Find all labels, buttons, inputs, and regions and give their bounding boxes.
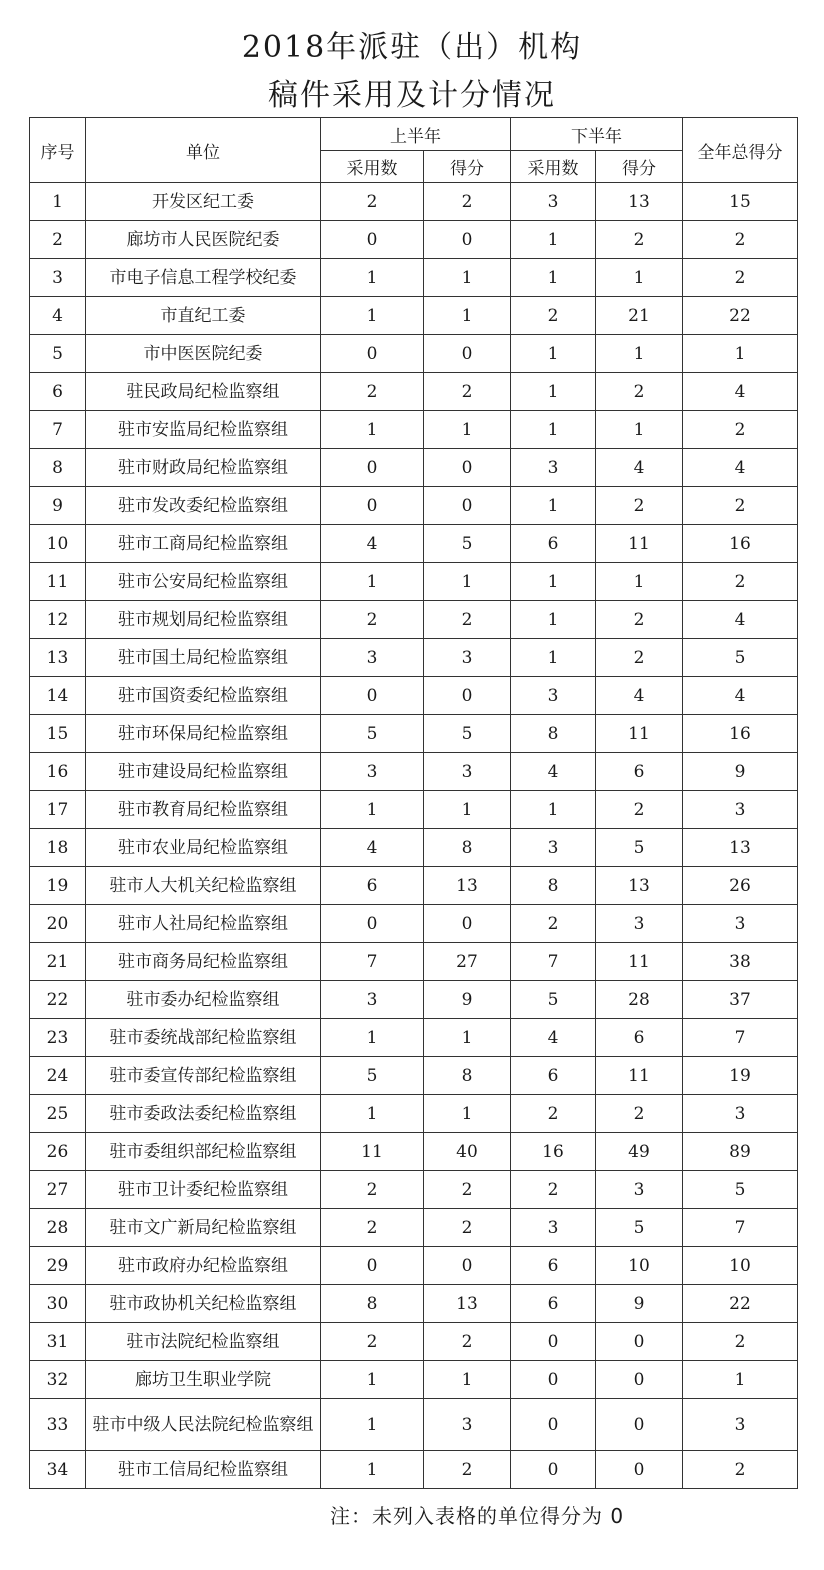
- cell-total: 10: [683, 1247, 798, 1285]
- cell-adopted-first: 8: [321, 1285, 424, 1323]
- cell-seq: 9: [30, 487, 86, 525]
- table-row: [30, 1247, 798, 1285]
- cell-total: 38: [683, 943, 798, 981]
- cell-total: 19: [683, 1057, 798, 1095]
- cell-adopted-first: 0: [321, 335, 424, 373]
- cell-adopted-first: 3: [321, 753, 424, 791]
- cell-score-first: 2: [424, 601, 511, 639]
- cell-total: 1: [683, 1361, 798, 1399]
- cell-total: 3: [683, 791, 798, 829]
- cell-seq: 13: [30, 639, 86, 677]
- cell-seq: 8: [30, 449, 86, 487]
- cell-unit: 驻市委组织部纪检监察组: [86, 1133, 321, 1171]
- cell-total: 4: [683, 373, 798, 411]
- cell-adopted-second: 6: [511, 1247, 596, 1285]
- footnote: 注：未列入表格的单位得分为 0: [330, 1504, 625, 1528]
- cell-score-second: 3: [596, 1171, 683, 1209]
- cell-total: 16: [683, 715, 798, 753]
- cell-adopted-second: 8: [511, 867, 596, 905]
- cell-score-first: 3: [424, 639, 511, 677]
- cell-adopted-first: 2: [321, 601, 424, 639]
- cell-unit: 驻市国土局纪检监察组: [86, 639, 321, 677]
- score-table: [29, 117, 798, 1489]
- cell-total: 2: [683, 221, 798, 259]
- cell-score-second: 11: [596, 525, 683, 563]
- header-seq: 序号: [30, 118, 86, 183]
- cell-total: 4: [683, 601, 798, 639]
- table-row: [30, 1133, 798, 1171]
- cell-total: 2: [683, 1451, 798, 1489]
- cell-adopted-second: 2: [511, 1095, 596, 1133]
- cell-unit: 驻市规划局纪检监察组: [86, 601, 321, 639]
- cell-adopted-first: 1: [321, 1019, 424, 1057]
- cell-adopted-first: 4: [321, 525, 424, 563]
- cell-score-first: 1: [424, 1095, 511, 1133]
- table-row: [30, 183, 798, 221]
- cell-seq: 31: [30, 1323, 86, 1361]
- cell-total: 2: [683, 487, 798, 525]
- cell-score-first: 2: [424, 373, 511, 411]
- page-subtitle: 稿件采用及计分情况: [268, 78, 556, 113]
- cell-score-first: 3: [424, 1399, 511, 1451]
- cell-adopted-first: 11: [321, 1133, 424, 1171]
- cell-adopted-first: 3: [321, 981, 424, 1019]
- cell-score-first: 0: [424, 449, 511, 487]
- cell-seq: 6: [30, 373, 86, 411]
- cell-adopted-second: 6: [511, 525, 596, 563]
- cell-unit: 驻市环保局纪检监察组: [86, 715, 321, 753]
- table-row: [30, 1285, 798, 1323]
- cell-score-first: 9: [424, 981, 511, 1019]
- table-row: [30, 449, 798, 487]
- cell-total: 22: [683, 1285, 798, 1323]
- cell-seq: 10: [30, 525, 86, 563]
- cell-score-second: 9: [596, 1285, 683, 1323]
- cell-adopted-second: 2: [511, 1171, 596, 1209]
- header-score-first: 得分: [424, 151, 511, 183]
- cell-seq: 28: [30, 1209, 86, 1247]
- cell-unit: 廊坊卫生职业学院: [86, 1361, 321, 1399]
- cell-score-second: 10: [596, 1247, 683, 1285]
- cell-adopted-first: 7: [321, 943, 424, 981]
- table-row: [30, 1095, 798, 1133]
- cell-score-second: 4: [596, 677, 683, 715]
- cell-score-first: 5: [424, 715, 511, 753]
- cell-unit: 驻市中级人民法院纪检监察组: [86, 1399, 321, 1451]
- cell-adopted-second: 0: [511, 1451, 596, 1489]
- table-row: [30, 1361, 798, 1399]
- cell-seq: 30: [30, 1285, 86, 1323]
- table-row: [30, 715, 798, 753]
- header-second-half: 下半年: [511, 118, 683, 151]
- table-row: [30, 1171, 798, 1209]
- cell-seq: 5: [30, 335, 86, 373]
- table-row: [30, 677, 798, 715]
- cell-unit: 驻市政协机关纪检监察组: [86, 1285, 321, 1323]
- cell-seq: 7: [30, 411, 86, 449]
- cell-unit: 驻市安监局纪检监察组: [86, 411, 321, 449]
- cell-score-first: 1: [424, 1019, 511, 1057]
- cell-score-second: 2: [596, 601, 683, 639]
- cell-score-second: 11: [596, 1057, 683, 1095]
- cell-adopted-first: 3: [321, 639, 424, 677]
- table-row: [30, 753, 798, 791]
- table-row: [30, 1209, 798, 1247]
- cell-adopted-second: 6: [511, 1285, 596, 1323]
- cell-seq: 19: [30, 867, 86, 905]
- table-row: [30, 335, 798, 373]
- table-row: [30, 373, 798, 411]
- cell-total: 13: [683, 829, 798, 867]
- table-row: [30, 639, 798, 677]
- table-row: [30, 829, 798, 867]
- cell-score-second: 5: [596, 1209, 683, 1247]
- cell-unit: 驻市工信局纪检监察组: [86, 1451, 321, 1489]
- cell-adopted-first: 6: [321, 867, 424, 905]
- header-total: 全年总得分: [683, 118, 798, 183]
- cell-score-second: 0: [596, 1399, 683, 1451]
- cell-score-second: 6: [596, 753, 683, 791]
- table-row: [30, 259, 798, 297]
- cell-unit: 驻市财政局纪检监察组: [86, 449, 321, 487]
- cell-score-second: 1: [596, 259, 683, 297]
- cell-score-first: 8: [424, 829, 511, 867]
- cell-total: 26: [683, 867, 798, 905]
- cell-adopted-first: 1: [321, 791, 424, 829]
- cell-score-first: 1: [424, 1361, 511, 1399]
- table-row: [30, 1451, 798, 1489]
- cell-unit: 驻市法院纪检监察组: [86, 1323, 321, 1361]
- cell-score-second: 21: [596, 297, 683, 335]
- cell-seq: 25: [30, 1095, 86, 1133]
- table-row: [30, 905, 798, 943]
- cell-adopted-first: 0: [321, 221, 424, 259]
- cell-total: 89: [683, 1133, 798, 1171]
- cell-adopted-second: 2: [511, 297, 596, 335]
- cell-adopted-first: 1: [321, 563, 424, 601]
- cell-score-first: 0: [424, 221, 511, 259]
- cell-score-second: 2: [596, 487, 683, 525]
- cell-unit: 驻市建设局纪检监察组: [86, 753, 321, 791]
- cell-adopted-second: 1: [511, 335, 596, 373]
- cell-adopted-first: 1: [321, 1095, 424, 1133]
- cell-score-second: 0: [596, 1323, 683, 1361]
- cell-score-second: 0: [596, 1361, 683, 1399]
- cell-adopted-first: 2: [321, 1209, 424, 1247]
- cell-unit: 市直纪工委: [86, 297, 321, 335]
- cell-score-second: 0: [596, 1451, 683, 1489]
- cell-total: 4: [683, 677, 798, 715]
- cell-adopted-second: 3: [511, 1209, 596, 1247]
- cell-score-first: 1: [424, 297, 511, 335]
- cell-adopted-first: 1: [321, 297, 424, 335]
- cell-score-first: 1: [424, 563, 511, 601]
- cell-seq: 4: [30, 297, 86, 335]
- cell-seq: 26: [30, 1133, 86, 1171]
- cell-adopted-first: 0: [321, 905, 424, 943]
- cell-seq: 1: [30, 183, 86, 221]
- cell-score-first: 1: [424, 411, 511, 449]
- cell-unit: 市电子信息工程学校纪委: [86, 259, 321, 297]
- cell-seq: 34: [30, 1451, 86, 1489]
- cell-score-second: 4: [596, 449, 683, 487]
- cell-total: 4: [683, 449, 798, 487]
- page-title: 2018年派驻（出）机构: [241, 30, 583, 65]
- cell-adopted-second: 3: [511, 449, 596, 487]
- cell-total: 9: [683, 753, 798, 791]
- header-adopted-first: 采用数: [321, 151, 424, 183]
- cell-score-first: 1: [424, 791, 511, 829]
- cell-adopted-second: 3: [511, 183, 596, 221]
- cell-total: 7: [683, 1019, 798, 1057]
- cell-adopted-first: 1: [321, 1451, 424, 1489]
- table-row: [30, 943, 798, 981]
- cell-score-second: 11: [596, 943, 683, 981]
- cell-seq: 2: [30, 221, 86, 259]
- cell-adopted-second: 1: [511, 487, 596, 525]
- cell-unit: 驻市商务局纪检监察组: [86, 943, 321, 981]
- cell-unit: 市中医医院纪委: [86, 335, 321, 373]
- cell-seq: 18: [30, 829, 86, 867]
- cell-score-second: 1: [596, 411, 683, 449]
- table-row: [30, 487, 798, 525]
- cell-seq: 20: [30, 905, 86, 943]
- cell-score-second: 6: [596, 1019, 683, 1057]
- cell-adopted-first: 4: [321, 829, 424, 867]
- cell-score-second: 3: [596, 905, 683, 943]
- cell-unit: 驻市工商局纪检监察组: [86, 525, 321, 563]
- cell-score-second: 2: [596, 221, 683, 259]
- cell-adopted-second: 0: [511, 1323, 596, 1361]
- cell-score-second: 11: [596, 715, 683, 753]
- header-unit: 单位: [86, 118, 321, 183]
- cell-score-second: 13: [596, 183, 683, 221]
- cell-adopted-first: 2: [321, 183, 424, 221]
- cell-adopted-second: 8: [511, 715, 596, 753]
- cell-adopted-second: 1: [511, 411, 596, 449]
- cell-unit: 驻市文广新局纪检监察组: [86, 1209, 321, 1247]
- cell-adopted-second: 1: [511, 373, 596, 411]
- cell-unit: 驻市委办纪检监察组: [86, 981, 321, 1019]
- table-row: [30, 981, 798, 1019]
- cell-seq: 11: [30, 563, 86, 601]
- cell-adopted-first: 2: [321, 1171, 424, 1209]
- table-row: [30, 791, 798, 829]
- cell-seq: 15: [30, 715, 86, 753]
- cell-score-second: 2: [596, 639, 683, 677]
- cell-score-first: 0: [424, 1247, 511, 1285]
- header-first-half: 上半年: [321, 118, 511, 151]
- cell-score-second: 1: [596, 563, 683, 601]
- cell-score-first: 0: [424, 487, 511, 525]
- cell-unit: 驻市委政法委纪检监察组: [86, 1095, 321, 1133]
- cell-total: 2: [683, 411, 798, 449]
- cell-seq: 17: [30, 791, 86, 829]
- cell-total: 5: [683, 639, 798, 677]
- cell-total: 2: [683, 1323, 798, 1361]
- cell-adopted-second: 3: [511, 677, 596, 715]
- cell-total: 16: [683, 525, 798, 563]
- cell-score-first: 2: [424, 1171, 511, 1209]
- cell-adopted-first: 2: [321, 1323, 424, 1361]
- cell-unit: 驻市人大机关纪检监察组: [86, 867, 321, 905]
- table-row: [30, 411, 798, 449]
- cell-seq: 21: [30, 943, 86, 981]
- cell-adopted-second: 1: [511, 259, 596, 297]
- table-row: [30, 601, 798, 639]
- cell-adopted-second: 1: [511, 791, 596, 829]
- table-body: [30, 183, 798, 1489]
- cell-total: 37: [683, 981, 798, 1019]
- cell-unit: 驻民政局纪检监察组: [86, 373, 321, 411]
- cell-score-second: 5: [596, 829, 683, 867]
- cell-unit: 驻市公安局纪检监察组: [86, 563, 321, 601]
- cell-score-first: 13: [424, 867, 511, 905]
- cell-total: 22: [683, 297, 798, 335]
- table-row: [30, 221, 798, 259]
- cell-unit: 驻市委宣传部纪检监察组: [86, 1057, 321, 1095]
- cell-score-second: 28: [596, 981, 683, 1019]
- cell-seq: 24: [30, 1057, 86, 1095]
- cell-adopted-second: 0: [511, 1361, 596, 1399]
- cell-seq: 23: [30, 1019, 86, 1057]
- cell-adopted-second: 4: [511, 753, 596, 791]
- cell-unit: 开发区纪工委: [86, 183, 321, 221]
- cell-total: 3: [683, 1399, 798, 1451]
- header-score-second: 得分: [596, 151, 683, 183]
- cell-adopted-first: 0: [321, 487, 424, 525]
- cell-adopted-first: 1: [321, 1399, 424, 1451]
- cell-total: 7: [683, 1209, 798, 1247]
- cell-score-first: 2: [424, 1451, 511, 1489]
- cell-score-first: 0: [424, 677, 511, 715]
- cell-adopted-first: 2: [321, 373, 424, 411]
- cell-total: 15: [683, 183, 798, 221]
- table-row: [30, 563, 798, 601]
- cell-unit: 驻市发改委纪检监察组: [86, 487, 321, 525]
- table-row: [30, 1399, 798, 1451]
- cell-score-second: 13: [596, 867, 683, 905]
- cell-adopted-first: 0: [321, 1247, 424, 1285]
- cell-score-first: 0: [424, 905, 511, 943]
- cell-seq: 33: [30, 1399, 86, 1451]
- cell-unit: 驻市教育局纪检监察组: [86, 791, 321, 829]
- cell-score-second: 2: [596, 791, 683, 829]
- cell-unit: 驻市农业局纪检监察组: [86, 829, 321, 867]
- cell-seq: 32: [30, 1361, 86, 1399]
- cell-score-first: 40: [424, 1133, 511, 1171]
- cell-total: 1: [683, 335, 798, 373]
- cell-adopted-first: 0: [321, 677, 424, 715]
- table-row: [30, 525, 798, 563]
- table-row: [30, 297, 798, 335]
- cell-score-first: 2: [424, 1209, 511, 1247]
- cell-seq: 16: [30, 753, 86, 791]
- table-row: [30, 1323, 798, 1361]
- cell-adopted-second: 6: [511, 1057, 596, 1095]
- cell-score-first: 13: [424, 1285, 511, 1323]
- cell-seq: 29: [30, 1247, 86, 1285]
- cell-unit: 驻市人社局纪检监察组: [86, 905, 321, 943]
- cell-seq: 12: [30, 601, 86, 639]
- header-adopted-second: 采用数: [511, 151, 596, 183]
- cell-adopted-first: 5: [321, 715, 424, 753]
- cell-adopted-second: 1: [511, 601, 596, 639]
- cell-adopted-first: 5: [321, 1057, 424, 1095]
- cell-adopted-second: 1: [511, 639, 596, 677]
- cell-adopted-first: 1: [321, 259, 424, 297]
- cell-adopted-second: 16: [511, 1133, 596, 1171]
- cell-unit: 驻市政府办纪检监察组: [86, 1247, 321, 1285]
- cell-score-first: 5: [424, 525, 511, 563]
- cell-adopted-second: 0: [511, 1399, 596, 1451]
- cell-score-second: 1: [596, 335, 683, 373]
- cell-adopted-second: 4: [511, 1019, 596, 1057]
- cell-total: 3: [683, 905, 798, 943]
- table-row: [30, 1057, 798, 1095]
- cell-adopted-second: 1: [511, 563, 596, 601]
- cell-unit: 驻市卫计委纪检监察组: [86, 1171, 321, 1209]
- cell-adopted-second: 1: [511, 221, 596, 259]
- cell-adopted-second: 3: [511, 829, 596, 867]
- cell-adopted-first: 1: [321, 411, 424, 449]
- cell-unit: 廊坊市人民医院纪委: [86, 221, 321, 259]
- cell-seq: 22: [30, 981, 86, 1019]
- cell-adopted-first: 1: [321, 1361, 424, 1399]
- cell-seq: 3: [30, 259, 86, 297]
- cell-adopted-second: 7: [511, 943, 596, 981]
- cell-score-first: 3: [424, 753, 511, 791]
- cell-adopted-second: 2: [511, 905, 596, 943]
- cell-score-first: 2: [424, 1323, 511, 1361]
- cell-adopted-first: 0: [321, 449, 424, 487]
- cell-seq: 14: [30, 677, 86, 715]
- cell-score-first: 0: [424, 335, 511, 373]
- cell-score-first: 1: [424, 259, 511, 297]
- cell-total: 5: [683, 1171, 798, 1209]
- cell-score-first: 8: [424, 1057, 511, 1095]
- table-row: [30, 867, 798, 905]
- cell-score-first: 2: [424, 183, 511, 221]
- cell-score-second: 2: [596, 373, 683, 411]
- cell-total: 2: [683, 563, 798, 601]
- cell-total: 2: [683, 259, 798, 297]
- cell-score-second: 2: [596, 1095, 683, 1133]
- cell-score-second: 49: [596, 1133, 683, 1171]
- cell-total: 3: [683, 1095, 798, 1133]
- cell-seq: 27: [30, 1171, 86, 1209]
- table-row: [30, 1019, 798, 1057]
- cell-unit: 驻市委统战部纪检监察组: [86, 1019, 321, 1057]
- cell-adopted-second: 5: [511, 981, 596, 1019]
- cell-unit: 驻市国资委纪检监察组: [86, 677, 321, 715]
- cell-score-first: 27: [424, 943, 511, 981]
